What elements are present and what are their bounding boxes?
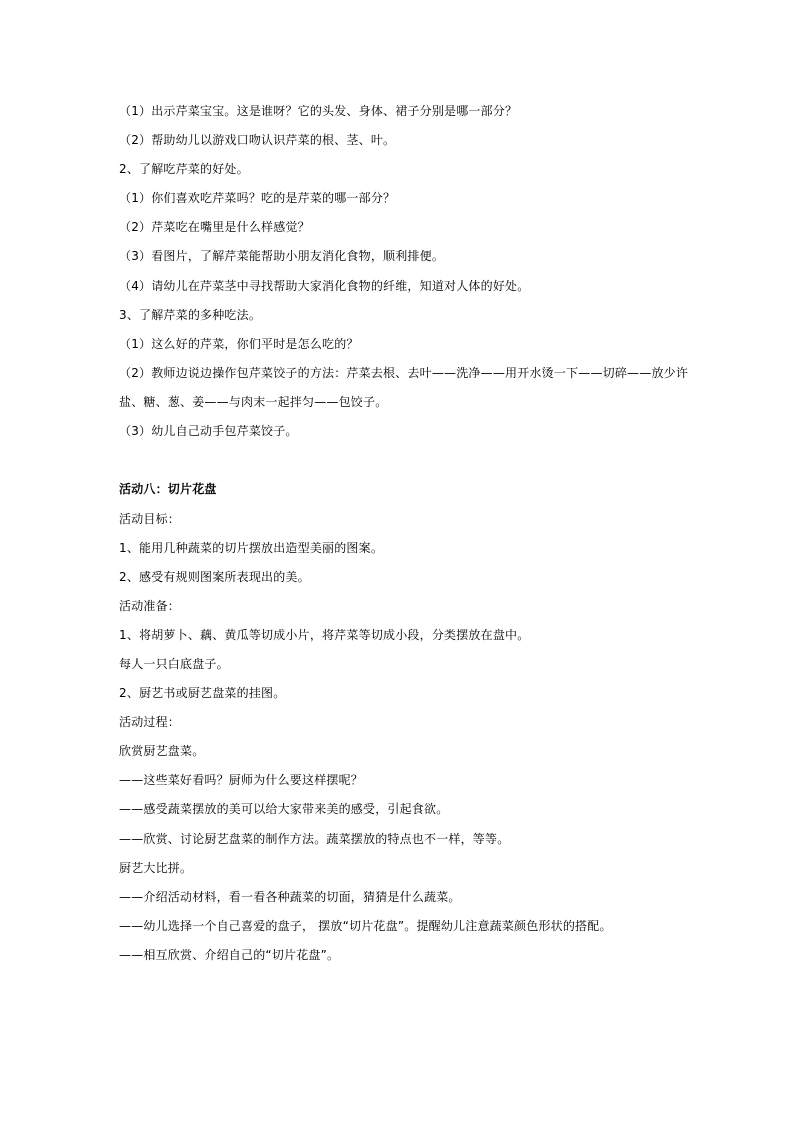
text-line: 2、感受有规则图案所表现出的美。 [119, 570, 310, 584]
text-line: 2、了解吃芹菜的好处。 [119, 162, 249, 176]
text-line: （1）这么好的芹菜，你们平时是怎么吃的？ [119, 337, 359, 351]
text-line: 活动过程： [119, 715, 181, 729]
text-line: 盐、糖、葱、姜——与肉末一起拌匀——包饺子。 [119, 395, 388, 409]
text-line: ——介绍活动材料，看一看各种蔬菜的切面，猜猜是什么蔬菜。 [119, 890, 461, 904]
text-line: （2）帮助幼儿以游戏口吻认识芹菜的根、茎、叶。 [119, 133, 396, 147]
text-line: 欣赏厨艺盘菜。 [119, 744, 205, 758]
text-line: （3）幼儿自己动手包芹菜饺子。 [119, 424, 298, 438]
section-heading: 活动八：切片花盘 [119, 482, 217, 496]
text-line: 1、能用几种蔬菜的切片摆放出造型美丽的图案。 [119, 541, 384, 555]
text-line: （1）出示芹菜宝宝。这是谁呀？它的头发、身体、裙子分别是哪一部分？ [119, 104, 518, 118]
text-line: （2）教师边说边操作包芹菜饺子的方法：芹菜去根、去叶——洗净——用开水烫一下——切碎——放少许 [119, 366, 689, 380]
text-line: （2）芹菜吃在嘴里是什么样感觉？ [119, 220, 310, 234]
text-line: （4）请幼儿在芹菜茎中寻找帮助大家消化食物的纤维，知道对人体的好处。 [119, 279, 530, 293]
text-line: 活动目标： [119, 512, 181, 526]
text-line: ——相互欣赏、介绍自己的“切片花盘”。 [119, 948, 340, 962]
text-line: 1、将胡萝卜、藕、黄瓜等切成小片，将芹菜等切成小段，分类摆放在盘中。 [119, 628, 530, 642]
text-line: ——幼儿选择一个自己喜爱的盘子， 摆放“切片花盘”。提醒幼儿注意蔬菜颜色形状的搭配。 [119, 919, 612, 933]
text-line: 活动准备： [119, 599, 181, 613]
text-line: （1）你们喜欢吃芹菜吗？吃的是芹菜的哪一部分？ [119, 191, 396, 205]
text-line: 每人一只白底盘子。 [119, 657, 229, 671]
text-line: 厨艺大比拼。 [119, 861, 193, 875]
text-line: （3）看图片，了解芹菜能帮助小朋友消化食物，顺利排便。 [119, 249, 445, 263]
text-line: 3、了解芹菜的多种吃法。 [119, 308, 262, 322]
text-line: ——这些菜好看吗？厨师为什么要这样摆呢？ [119, 773, 364, 787]
text-line: ——欣赏、讨论厨艺盘菜的制作方法。蔬菜摆放的特点也不一样，等等。 [119, 832, 510, 846]
text-line: ——感受蔬菜摆放的美可以给大家带来美的感受，引起食欲。 [119, 802, 449, 816]
text-line: 2、厨艺书或厨艺盘菜的挂图。 [119, 686, 286, 700]
